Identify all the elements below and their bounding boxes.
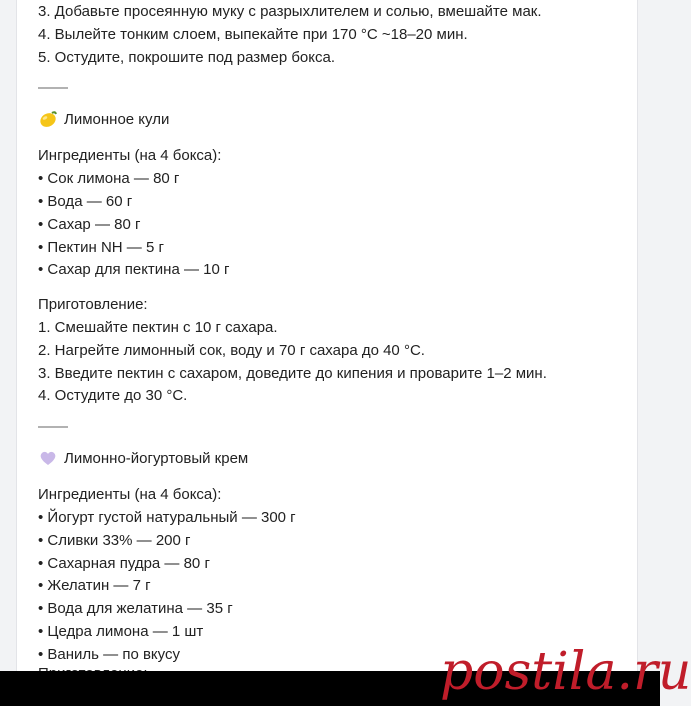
watermark: postila.ru (440, 642, 691, 702)
section-title-coulis (38, 105, 628, 133)
purple-heart-icon (38, 448, 58, 468)
step-line: 5. Остудите, покрошите под размер бокса. (38, 48, 336, 66)
prep-step: 4. Остудите до 30 °C. (38, 387, 188, 405)
section-title-text: Лимонно-йогуртовый крем (64, 449, 249, 467)
ingredients-header: Ингредиенты (на 4 бокса): (38, 147, 222, 165)
ingredient-item: • Сливки 33% — 200 г (38, 531, 191, 549)
ingredients-header: Ингредиенты (на 4 бокса): (38, 486, 222, 504)
ingredient-item: • Цедра лимона — 1 шт (38, 622, 204, 640)
prep-header: Приготовление: (38, 296, 148, 314)
post-card (16, 0, 638, 706)
post-content (38, 0, 628, 667)
ingredient-item: • Вода для желатина — 35 г (38, 600, 233, 618)
step-line: 3. Добавьте просеянную муку с разрыхлителем и солью, вмешайте мак. (38, 3, 542, 20)
ingredient-item: • Ваниль — по вкусу (38, 645, 180, 663)
ingredient-item: • Сахарная пудра — 80 г (38, 554, 210, 572)
ingredient-item: • Сок лимона — 80 г (38, 170, 180, 188)
ingredient-item: • Пектин NH — 5 г (38, 238, 164, 256)
ingredient-item: • Йогурт густой натуральный — 300 г (38, 508, 296, 526)
step-line: 4. Вылейте тонким слоем, выпекайте при 170 °C ~18–20 мин. (38, 25, 468, 43)
section-title-text: Лимонное кули (64, 110, 170, 128)
ingredient-item: • Вода — 60 г (38, 192, 133, 210)
ingredient-item: • Желатин — 7 г (38, 577, 151, 595)
ingredient-item: • Сахар — 80 г (38, 215, 141, 233)
prep-step: 2. Нагрейте лимонный сок, воду и 70 г сахара до 40 °C. (38, 341, 425, 359)
lemon-icon (38, 109, 58, 129)
prep-step: 3. Введите пектин с сахаром, доведите до кипения и проварите 1–2 мин. (38, 364, 547, 382)
ingredient-item: • Сахар для пектина — 10 г (38, 261, 230, 279)
separator: —— (38, 418, 68, 436)
prep-step: 1. Смешайте пектин с 10 г сахара. (38, 318, 278, 336)
separator: —— (38, 79, 68, 97)
section-title-cream (38, 444, 628, 472)
